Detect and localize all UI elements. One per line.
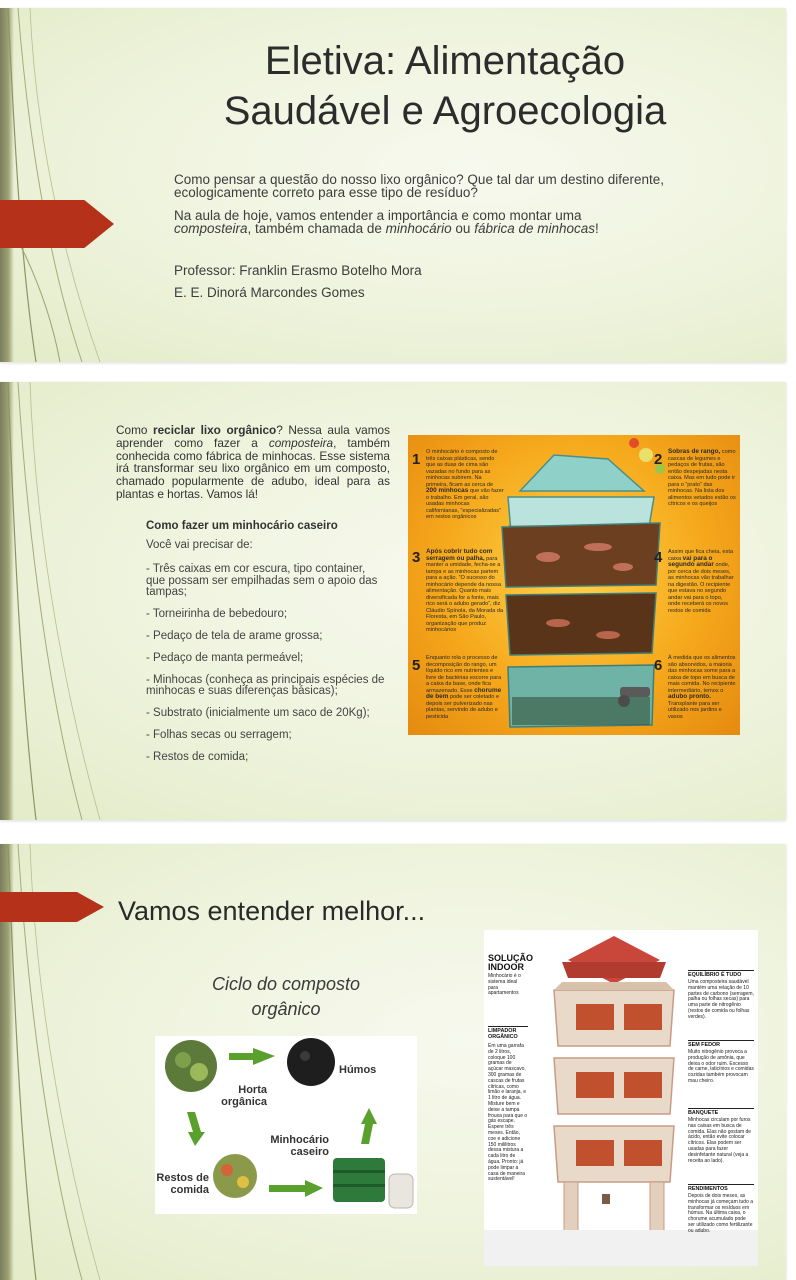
- step-4-text: Assim que fica cheia, esta caixa vai para o segundo andar onde, por cerca de dois meses, as minhocas vão trabalhar na digestão. O recipiente que estava no segundo andar vai para o topo, onde receberá os novos restos de comida: [668, 549, 734, 614]
- intro-text: Como reciclar lixo orgânico? Nessa aula vamos aprender como fazer a composteira, também conhecida como fábrica de minhocas. Esse sistema irá transformar seu lixo orgânico em um composto, chamado popularmente de adubo, ideal para as plantas e hortas. Vamos lá!: [116, 423, 390, 501]
- list-item: - Folhas secas ou serragem;: [146, 728, 292, 741]
- rendimentos-heading: RENDIMENTOS: [688, 1184, 754, 1192]
- lesson-paragraph: Na aula de hoje, vamos entender a importância e como montar uma composteira, também chamada de minhocário ou fábrica de minhocas!: [174, 208, 599, 236]
- school-name: E. E. Dinorá Marcondes Gomes: [174, 285, 365, 300]
- step-2-number: 2: [654, 451, 663, 468]
- compost-cycle-diagram: [155, 1036, 417, 1214]
- humus-label: Húmos: [339, 1064, 377, 1076]
- step-1-text: O minhocário é composto de três caixas plásticas, sendo que as duas de cima são vazadas no fundo para as minhocas subirem. Na primeira, ficam as cerca de 200 minhocas que vão fazer o trabalho. Em geral, são usadas minhocas californianas, “especializadas” em restos orgânicos: [426, 449, 504, 520]
- rendimentos-text: Depois de dois meses, as minhocas já começam tudo a transformar os resíduos em húmus. Na última caixa, o chorume acumulado pode ser utilizado como fertilizante ou adubo.: [688, 1193, 754, 1234]
- slide-1: [0, 8, 786, 362]
- step-4-number: 4: [654, 549, 663, 566]
- indoor-solution-infographic: [484, 930, 758, 1266]
- indoor-title: SOLUÇÃO INDOOR: [488, 953, 533, 972]
- list-item: - Torneirinha de bebedouro;: [146, 608, 288, 621]
- list-item: Você vai precisar de:: [146, 539, 253, 551]
- equilibrio-text: Uma composteira saudável mantém uma relação de 10 partes de carbono (serragem, palha ou folhas secas) para uma parte de nitrogênio (restos de comida ou folhas verdes).: [688, 979, 754, 1020]
- red-arrow-marker: [0, 200, 114, 248]
- step-5-text: Enquanto rola o processo de decomposição do rango, um líquido rico em nutrientes e livre de bactérias escorre para a caixa da base, onde fica armazenado. Esse chorume de bem pode ser coletado e depois ser pulverizado nas plantas, servindo de adubo e pesticida: [426, 655, 502, 720]
- slide-3: [0, 844, 786, 1280]
- fedor-text: Muito nitrogênio provoca a produção de amônia, que deixa o odor ruim. Excesso de carne, laticínios e comidas cozidas também provocam mau cheiro.: [688, 1049, 754, 1084]
- decorative-lines: [0, 8, 110, 362]
- banquete-heading: BANQUETE: [688, 1108, 754, 1116]
- fedor-heading: SEM FEDOR: [688, 1040, 754, 1048]
- horta-label: Horta orgânica: [221, 1084, 267, 1108]
- list-item: - Três caixas em cor escura, tipo container, que possam ser empilhadas sem o apoio das tampas;: [146, 562, 378, 599]
- step-3-number: 3: [412, 549, 421, 566]
- slide-2: [0, 382, 786, 820]
- limpador-text: Em uma garrafa de 2 litros, coloque 100 gramas de açúcar mascavo, 300 gramas de cascas de frutas cítricas, como limão e laranja, e 1 litro de água. Misture bem e deixe a tampa frouxa para que o gás escape. Espere três meses. Então, coe e adicione 150 mililitros dessa mistura a cada litro de água. Pronto: já pode limpar a casa de maneira sustentável!: [488, 1043, 528, 1183]
- cycle-title: Ciclo do composto orgânico: [211, 974, 361, 1019]
- decorative-lines: [0, 382, 110, 820]
- step-2-text: Sobras de rango, como cascas de legumes e pedaços de frutas, são então despejadas nesta caixa. Mas em tudo pode ir para o “prato” das minhocas. Na lista dos alimentos vetados estão os cítricos e os queijos: [668, 448, 736, 507]
- minhocario-label: Minhocário caseiro: [270, 1134, 329, 1158]
- indoor-subtitle: Minhocário é o sistema ideal para apartamentos: [488, 973, 521, 997]
- step-5-number: 5: [412, 657, 421, 674]
- compost-infographic: [408, 435, 740, 735]
- list-item: - Pedaço de manta permeável;: [146, 651, 304, 664]
- step-3-text: Após cobrir tudo com serragem ou palha, para manter a umidade, fecha-se a tampa e as minhocas partem para a ação. “O sucesso do minhocário depende da nossa alimentação. Quanto mais diversificada for a fonte, mais rico será o adubo gerado”, diz Cláudio Spínola, da Morada da Floresta, em São Paulo, organização que produz minhocários: [426, 548, 504, 633]
- slide-3-title: Vamos entender melhor...: [118, 896, 426, 926]
- slide-edge: [0, 382, 14, 820]
- list-item: - Pedaço de tela de arame grossa;: [146, 629, 323, 642]
- step-6-text: À medida que os alimentos são absorvidos, a maioria das minhocas some para a caixa de topo em busca de mais comida. No recipiente intermediário, temos o adubo pronto. Transplante para ser utilizado nos jardins e vasos: [668, 655, 736, 720]
- equilibrio-heading: EQUILÍBRIO É TUDO: [688, 970, 754, 978]
- step-1-number: 1: [412, 451, 421, 468]
- slide-edge: [0, 8, 14, 362]
- list-item: - Substrato (inicialmente um saco de 20Kg);: [146, 707, 370, 720]
- how-to-subtitle: Como fazer um minhocário caseiro: [146, 520, 338, 532]
- step-6-number: 6: [654, 657, 663, 674]
- professor-name: Professor: Franklin Erasmo Botelho Mora: [174, 263, 422, 278]
- red-arrow-marker: [0, 892, 104, 922]
- banquete-text: Minhocas circulam por furos nas caixas em busca de comida. Elas não gostam de ácido, então evite colocar cítricos. Elas podem ser usadas para fazer desinfetante natural (veja a receita ao lado).: [688, 1117, 752, 1164]
- limpador-heading: LIMPADOR ORGÂNICO: [488, 1026, 528, 1040]
- intro-paragraph: Como pensar a questão do nosso lixo orgânico? Que tal dar um destino diferente, ecologicamente correto para esse tipo de resíduo?: [174, 172, 665, 200]
- materials-list: [146, 540, 386, 774]
- list-item: - Minhocas (conheça as principais espécies de minhocas e suas diferenças básicas);: [146, 673, 385, 698]
- list-item: - Restos de comida;: [146, 750, 249, 763]
- slide-1-title: Eletiva: Alimentação Saudável e Agroecologia: [223, 39, 667, 133]
- restos-label: Restos de comida: [156, 1172, 209, 1196]
